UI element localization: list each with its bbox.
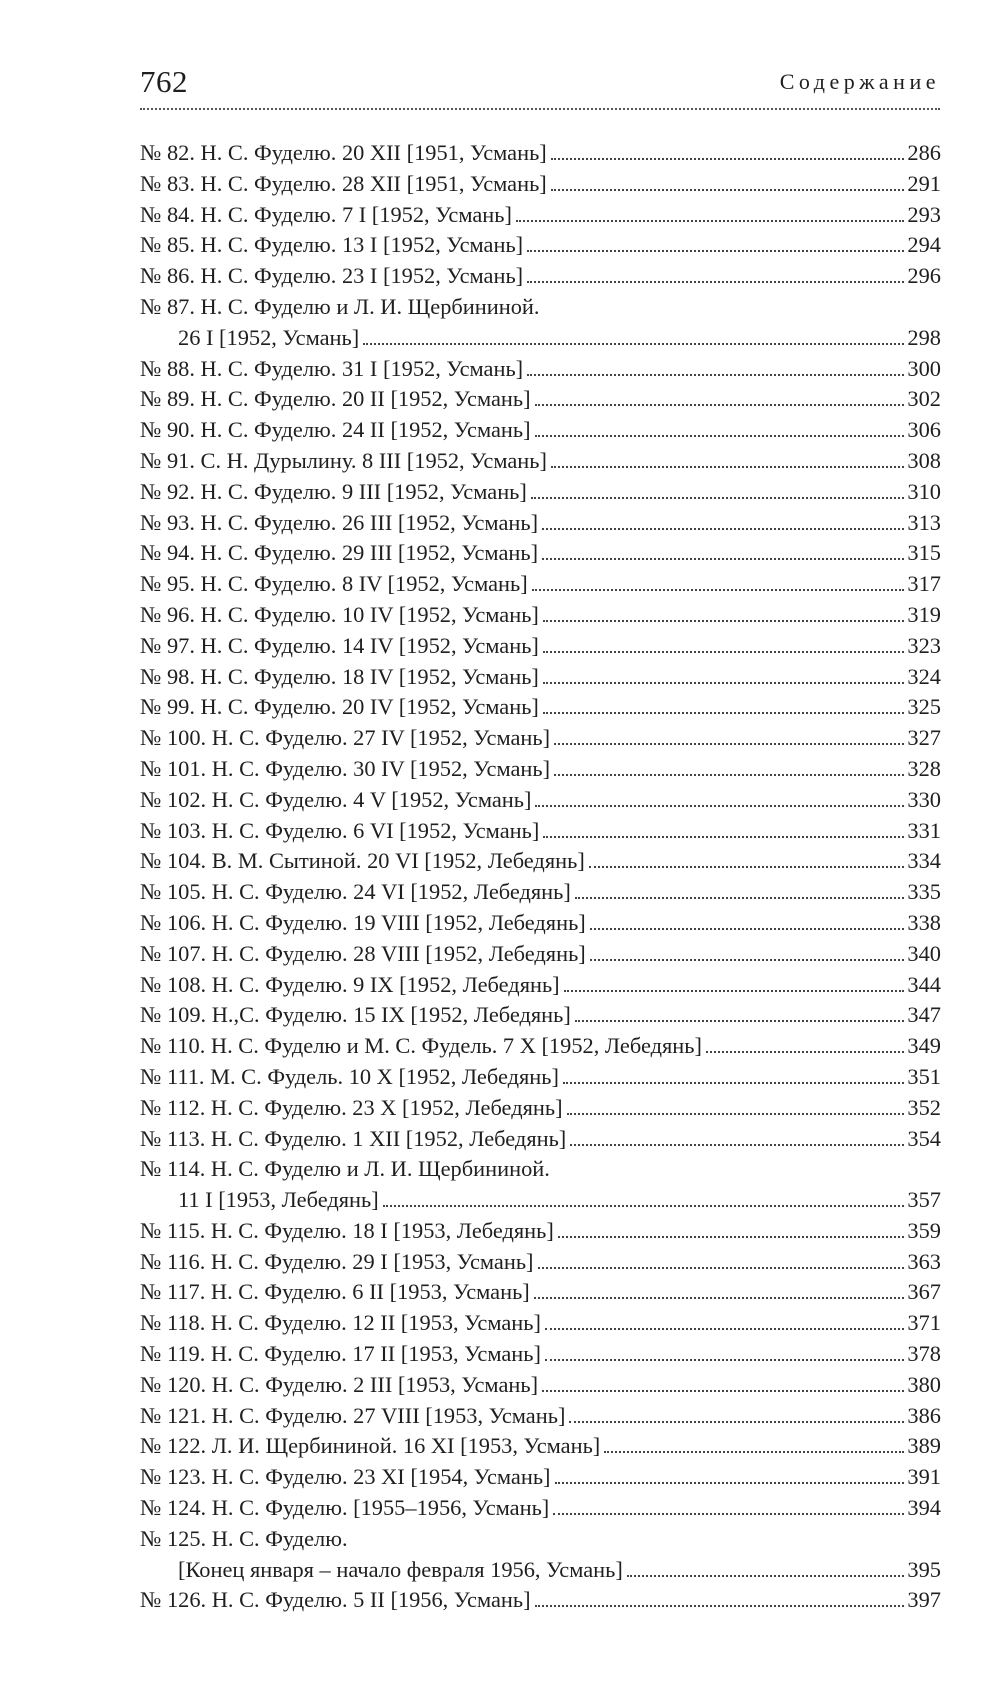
dot-leader xyxy=(563,1082,904,1084)
dot-leader xyxy=(531,497,905,499)
dot-leader xyxy=(558,1236,905,1238)
toc-entry-line xyxy=(140,446,941,477)
toc-entry-continuation-line xyxy=(140,1555,941,1586)
dot-leader xyxy=(538,1267,905,1269)
toc-entry-page-number: 394 xyxy=(907,1495,941,1521)
toc-entry xyxy=(140,785,941,816)
toc-entry xyxy=(140,354,941,385)
toc-entry xyxy=(140,1154,941,1216)
toc-entry xyxy=(140,1093,941,1124)
dot-leader xyxy=(535,1605,905,1607)
toc-entry-page-number: 340 xyxy=(907,940,941,966)
dot-leader xyxy=(532,589,905,591)
toc-entry xyxy=(140,1370,941,1401)
toc-entry-title: № 97. Н. С. Фуделю. 14 IV [1952, Усмань] xyxy=(140,632,539,658)
toc-entry-page-number: 310 xyxy=(907,478,941,504)
toc-entry-page-number: 324 xyxy=(907,663,941,689)
toc-entry-title: № 112. Н. С. Фуделю. 23 X [1952, Лебедянь] xyxy=(140,1094,563,1120)
toc-entry xyxy=(140,230,941,261)
toc-entry xyxy=(140,723,941,754)
toc-entry-line xyxy=(140,384,941,415)
toc-entry-title: № 92. Н. С. Фуделю. 9 III [1952, Усмань] xyxy=(140,478,527,504)
toc-entry xyxy=(140,477,941,508)
toc-entry-line xyxy=(140,200,941,231)
toc-entry-line xyxy=(140,1154,941,1185)
dot-leader xyxy=(589,866,905,868)
toc-entry-page-number: 328 xyxy=(907,755,941,781)
toc-entry-line xyxy=(140,785,941,816)
toc-entry xyxy=(140,384,941,415)
toc-entry-title: № 123. Н. С. Фуделю. 23 XI [1954, Усмань] xyxy=(140,1464,551,1490)
dot-leader xyxy=(543,682,905,684)
toc-entry-line xyxy=(140,1524,941,1555)
toc-entry xyxy=(140,908,941,939)
toc-entry-title: № 98. Н. С. Фуделю. 18 IV [1952, Усмань] xyxy=(140,663,539,689)
toc-entry-page-number: 395 xyxy=(907,1556,941,1582)
toc-entry-line xyxy=(140,292,941,323)
toc-entry-title-continuation: [Конец января – начало февраля 1956, Усмань] xyxy=(178,1556,623,1582)
toc-entry xyxy=(140,538,941,569)
table-of-contents xyxy=(140,138,941,1616)
toc-entry-line xyxy=(140,600,941,631)
toc-entry-page-number: 371 xyxy=(907,1310,941,1336)
dot-leader xyxy=(545,1359,904,1361)
toc-entry-page-number: 291 xyxy=(907,170,941,196)
toc-entry-title: № 95. Н. С. Фуделю. 8 IV [1952, Усмань] xyxy=(140,571,528,597)
toc-entry-page-number: 331 xyxy=(907,817,941,843)
toc-entry xyxy=(140,1431,941,1462)
toc-entry xyxy=(140,200,941,231)
dot-leader xyxy=(555,1482,905,1484)
dot-leader xyxy=(543,651,905,653)
dot-leader xyxy=(534,1297,905,1299)
dot-leader xyxy=(567,1113,905,1115)
toc-entry-page-number: 359 xyxy=(907,1217,941,1243)
toc-entry-page-number: 351 xyxy=(907,1063,941,1089)
toc-entry-page-number: 300 xyxy=(907,355,941,381)
toc-entry-page-number: 347 xyxy=(907,1002,941,1028)
toc-entry-title: № 88. Н. С. Фуделю. 31 I [1952, Усмань] xyxy=(140,355,524,381)
toc-entry-page-number: 327 xyxy=(907,725,941,751)
toc-entry-title: № 102. Н. С. Фуделю. 4 V [1952, Усмань] xyxy=(140,786,532,812)
toc-entry-page-number: 325 xyxy=(907,694,941,720)
toc-entry-title-continuation: 26 I [1952, Усмань] xyxy=(178,324,360,350)
toc-entry-line xyxy=(140,1339,941,1370)
toc-entry xyxy=(140,1124,941,1155)
toc-entry-title: № 120. Н. С. Фуделю. 2 III [1953, Усмань] xyxy=(140,1371,539,1397)
toc-entry-page-number: 308 xyxy=(907,447,941,473)
toc-entry-title: № 104. В. М. Сытиной. 20 VI [1952, Лебедянь] xyxy=(140,848,585,874)
dot-leader xyxy=(516,220,904,222)
toc-entry xyxy=(140,970,941,1001)
toc-entry xyxy=(140,662,941,693)
toc-entry-title: № 107. Н. С. Фуделю. 28 VIII [1952, Лебедянь] xyxy=(140,940,586,966)
toc-entry xyxy=(140,692,941,723)
dot-leader xyxy=(383,1205,905,1207)
toc-entry-page-number: 323 xyxy=(907,632,941,658)
toc-entry-page-number: 296 xyxy=(907,263,941,289)
dot-leader xyxy=(527,281,904,283)
toc-entry-line xyxy=(140,846,941,877)
dot-leader xyxy=(570,1144,904,1146)
dot-leader xyxy=(551,466,904,468)
toc-entry-title: № 84. Н. С. Фуделю. 7 I [1952, Усмань] xyxy=(140,201,512,227)
dot-leader xyxy=(564,990,905,992)
toc-entry-title: № 96. Н. С. Фуделю. 10 IV [1952, Усмань] xyxy=(140,601,539,627)
toc-entry-title: № 109. Н.,С. Фуделю. 15 IX [1952, Лебедянь] xyxy=(140,1002,571,1028)
toc-entry-title: № 108. Н. С. Фуделю. 9 IX [1952, Лебедянь] xyxy=(140,971,560,997)
toc-entry-line xyxy=(140,723,941,754)
toc-entry-line xyxy=(140,261,941,292)
toc-entry xyxy=(140,754,941,785)
toc-entry-title: № 124. Н. С. Фуделю. [1955–1956, Усмань] xyxy=(140,1495,550,1521)
dot-leader xyxy=(542,528,904,530)
toc-entry-line xyxy=(140,1401,941,1432)
toc-entry xyxy=(140,415,941,446)
toc-entry-title: № 113. Н. С. Фуделю. 1 XII [1952, Лебедянь] xyxy=(140,1125,567,1151)
toc-entry-page-number: 352 xyxy=(907,1094,941,1120)
toc-entry-line xyxy=(140,230,941,261)
toc-entry-page-number: 286 xyxy=(907,140,941,165)
toc-entry-title: № 101. Н. С. Фуделю. 30 IV [1952, Усмань] xyxy=(140,755,551,781)
toc-entry-line xyxy=(140,169,941,200)
toc-entry-line xyxy=(140,939,941,970)
toc-entry xyxy=(140,292,941,354)
toc-entry xyxy=(140,1247,941,1278)
toc-entry-title: № 122. Л. И. Щербининой. 16 XI [1953, Усмань] xyxy=(140,1433,601,1459)
toc-entry-continuation-line xyxy=(140,323,941,354)
toc-entry-page-number: 330 xyxy=(907,786,941,812)
dot-leader xyxy=(575,1020,905,1022)
dot-leader xyxy=(590,928,905,930)
toc-entry-title: № 118. Н. С. Фуделю. 12 II [1953, Усмань] xyxy=(140,1310,541,1336)
dot-leader xyxy=(575,897,905,899)
toc-entry xyxy=(140,569,941,600)
toc-entry-line xyxy=(140,538,941,569)
toc-entry-line xyxy=(140,754,941,785)
toc-entry-page-number: 397 xyxy=(907,1587,941,1613)
toc-entry-line xyxy=(140,1585,941,1616)
toc-entry-page-number: 335 xyxy=(907,879,941,905)
toc-entry-page-number: 317 xyxy=(907,571,941,597)
toc-entry-line xyxy=(140,692,941,723)
toc-entry-line xyxy=(140,877,941,908)
toc-entry xyxy=(140,877,941,908)
toc-entry-title: № 121. Н. С. Фуделю. 27 VIII [1953, Усмань] xyxy=(140,1402,566,1428)
toc-entry-title: № 83. Н. С. Фуделю. 28 XII [1951, Усмань] xyxy=(140,170,547,196)
toc-entry-page-number: 363 xyxy=(907,1248,941,1274)
toc-entry xyxy=(140,600,941,631)
toc-entry-line xyxy=(140,138,941,169)
toc-entry xyxy=(140,1031,941,1062)
dot-leader xyxy=(553,1513,904,1515)
dot-leader xyxy=(590,959,905,961)
dot-leader xyxy=(569,1421,904,1423)
toc-entry xyxy=(140,939,941,970)
toc-entry-title: № 91. С. Н. Дурылину. 8 III [1952, Усмань] xyxy=(140,447,547,473)
dot-leader xyxy=(542,1390,904,1392)
toc-entry-line xyxy=(140,1493,941,1524)
toc-entry xyxy=(140,508,941,539)
toc-entry-title: № 87. Н. С. Фуделю и Л. И. Щербининой. xyxy=(140,293,540,319)
toc-entry-title: № 111. М. С. Фудель. 10 X [1952, Лебедянь] xyxy=(140,1063,559,1089)
toc-entry-title: № 125. Н. С. Фуделю. xyxy=(140,1525,348,1551)
toc-entry-title: № 117. Н. С. Фуделю. 6 II [1953, Усмань] xyxy=(140,1279,530,1305)
toc-entry-line xyxy=(140,569,941,600)
dot-leader xyxy=(543,620,905,622)
toc-entry-title: № 82. Н. С. Фуделю. 20 XII [1951, Усмань] xyxy=(140,140,547,165)
toc-entry-line xyxy=(140,1370,941,1401)
toc-entry-title: № 89. Н. С. Фуделю. 20 II [1952, Усмань] xyxy=(140,386,531,412)
toc-entry-line xyxy=(140,970,941,1001)
toc-entry-page-number: 294 xyxy=(907,232,941,258)
toc-entry xyxy=(140,1062,941,1093)
toc-entry-line xyxy=(140,631,941,662)
dot-leader xyxy=(542,558,904,560)
toc-entry xyxy=(140,1277,941,1308)
toc-entry xyxy=(140,1339,941,1370)
toc-entry-continuation-line xyxy=(140,1185,941,1216)
dot-leader xyxy=(543,836,904,838)
toc-entry-page-number: 306 xyxy=(907,417,941,443)
toc-entry-title: № 105. Н. С. Фуделю. 24 VI [1952, Лебедянь] xyxy=(140,879,571,905)
toc-entry-page-number: 357 xyxy=(907,1187,941,1213)
toc-entry-line xyxy=(140,477,941,508)
dot-leader xyxy=(363,343,904,345)
toc-entry xyxy=(140,261,941,292)
toc-entry-page-number: 319 xyxy=(907,601,941,627)
toc-entry-title-continuation: 11 I [1953, Лебедянь] xyxy=(178,1187,379,1213)
toc-entry-title: № 100. Н. С. Фуделю. 27 IV [1952, Усмань] xyxy=(140,725,551,751)
toc-entry-line xyxy=(140,1277,941,1308)
toc-entry-line xyxy=(140,1462,941,1493)
toc-entry-line xyxy=(140,1431,941,1462)
toc-entry-line xyxy=(140,1247,941,1278)
toc-entry-line xyxy=(140,1216,941,1247)
dot-leader xyxy=(604,1451,904,1453)
toc-entry-title: № 114. Н. С. Фуделю и Л. И. Щербининой. xyxy=(140,1156,550,1182)
toc-entry xyxy=(140,446,941,477)
toc-entry-page-number: 354 xyxy=(907,1125,941,1151)
toc-entry xyxy=(140,1308,941,1339)
toc-entry-page-number: 315 xyxy=(907,540,941,566)
toc-entry-page-number: 349 xyxy=(907,1033,941,1059)
toc-entry-title: № 94. Н. С. Фуделю. 29 III [1952, Усмань] xyxy=(140,540,539,566)
dot-leader xyxy=(543,712,905,714)
toc-entry xyxy=(140,1216,941,1247)
toc-entry xyxy=(140,1524,941,1586)
dot-leader xyxy=(706,1051,904,1053)
toc-entry xyxy=(140,1401,941,1432)
toc-entry-title: № 115. Н. С. Фуделю. 18 I [1953, Лебедянь] xyxy=(140,1217,554,1243)
running-title: Содержание xyxy=(779,69,940,94)
toc-entry-title: № 90. Н. С. Фуделю. 24 II [1952, Усмань] xyxy=(140,417,531,443)
toc-entry-page-number: 386 xyxy=(907,1402,941,1428)
toc-entry xyxy=(140,1493,941,1524)
toc-entry xyxy=(140,1000,941,1031)
toc-entry-title: № 99. Н. С. Фуделю. 20 IV [1952, Усмань] xyxy=(140,694,539,720)
toc-entry-line xyxy=(140,354,941,385)
dot-leader xyxy=(551,189,905,191)
dot-leader xyxy=(535,805,904,807)
dot-leader xyxy=(627,1575,905,1577)
toc-entry-line xyxy=(140,1124,941,1155)
toc-entry-page-number: 391 xyxy=(907,1464,941,1490)
toc-entry xyxy=(140,816,941,847)
toc-entry xyxy=(140,138,941,169)
dot-leader xyxy=(527,250,904,252)
toc-entry-title: № 119. Н. С. Фуделю. 17 II [1953, Усмань] xyxy=(140,1341,541,1367)
toc-entry-line xyxy=(140,662,941,693)
dot-leader xyxy=(551,158,905,160)
toc-entry-page-number: 378 xyxy=(907,1341,941,1367)
toc-entry-line xyxy=(140,1062,941,1093)
dot-leader xyxy=(527,374,904,376)
toc-entry-title: № 103. Н. С. Фуделю. 6 VI [1952, Усмань] xyxy=(140,817,540,843)
page-number: 762 xyxy=(140,64,188,99)
toc-entry-page-number: 389 xyxy=(907,1433,941,1459)
toc-entry-title: № 85. Н. С. Фуделю. 13 I [1952, Усмань] xyxy=(140,232,524,258)
dot-leader xyxy=(535,435,905,437)
toc-entry-line xyxy=(140,1308,941,1339)
toc-entry-page-number: 338 xyxy=(907,909,941,935)
toc-entry xyxy=(140,1585,941,1616)
toc-entry-line xyxy=(140,816,941,847)
toc-entry xyxy=(140,631,941,662)
toc-entry-page-number: 302 xyxy=(907,386,941,412)
dot-leader xyxy=(554,743,904,745)
toc-entry xyxy=(140,846,941,877)
toc-entry-page-number: 367 xyxy=(907,1279,941,1305)
toc-entry-title: № 106. Н. С. Фуделю. 19 VIII [1952, Лебедянь] xyxy=(140,909,586,935)
toc-entry-line xyxy=(140,1000,941,1031)
toc-entry-title: № 110. Н. С. Фуделю и М. С. Фудель. 7 X [1952, Лебедянь] xyxy=(140,1033,702,1059)
toc-entry-title: № 93. Н. С. Фуделю. 26 III [1952, Усмань] xyxy=(140,509,539,535)
toc-entry-title: № 86. Н. С. Фуделю. 23 I [1952, Усмань] xyxy=(140,263,524,289)
toc-entry-line xyxy=(140,1031,941,1062)
toc-entry xyxy=(140,169,941,200)
toc-entry-page-number: 334 xyxy=(907,848,941,874)
toc-entry-line xyxy=(140,908,941,939)
dot-leader xyxy=(535,404,905,406)
dot-leader xyxy=(545,1328,904,1330)
toc-entry-page-number: 313 xyxy=(907,509,941,535)
page-header xyxy=(140,58,940,110)
toc-entry-line xyxy=(140,508,941,539)
toc-entry-page-number: 380 xyxy=(907,1371,941,1397)
toc-entry-line xyxy=(140,1093,941,1124)
toc-entry-title: № 126. Н. С. Фуделю. 5 II [1956, Усмань] xyxy=(140,1587,531,1613)
toc-entry xyxy=(140,1462,941,1493)
toc-entry-title: № 116. Н. С. Фуделю. 29 I [1953, Усмань] xyxy=(140,1248,534,1274)
toc-entry-page-number: 298 xyxy=(907,324,941,350)
toc-entry-line xyxy=(140,415,941,446)
dot-leader xyxy=(554,774,904,776)
toc-entry-page-number: 293 xyxy=(907,201,941,227)
toc-entry-page-number: 344 xyxy=(907,971,941,997)
